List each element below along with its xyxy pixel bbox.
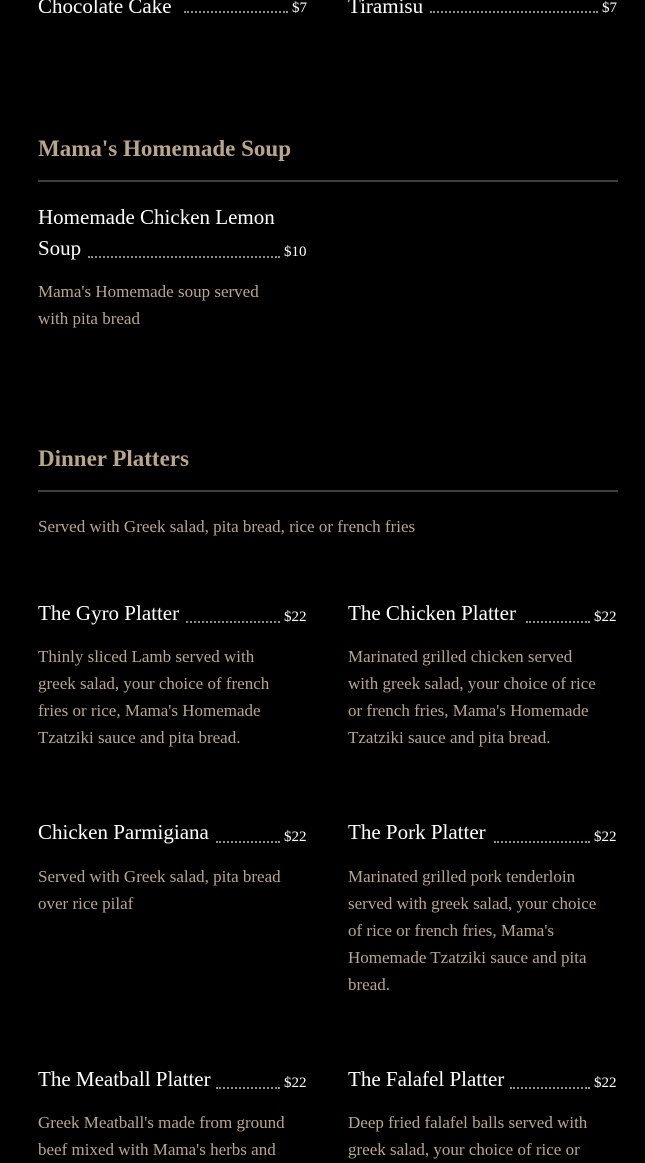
item-price: $22 <box>594 609 617 625</box>
item-name-line2: Soup <box>38 236 82 260</box>
section-divider <box>38 490 618 492</box>
item-description-line: fries or rice, Mama's Homemade <box>38 701 261 720</box>
item-name-line1: Homemade Chicken Lemon <box>38 205 275 229</box>
dot-leader <box>186 621 280 623</box>
item-description-line: with greek salad, your choice of rice <box>348 674 596 693</box>
item-name: The Gyro Platter <box>38 601 180 625</box>
item-description-line: Tzatziki sauce and pita bread. <box>38 728 241 747</box>
item-price: $22 <box>284 829 307 845</box>
section-title-platters: Dinner Platters <box>38 446 189 471</box>
item-price: $22 <box>594 829 617 845</box>
item-description-line: greek salad, your choice of french <box>38 674 270 693</box>
item-name: Tiramisu <box>348 0 424 18</box>
item-description-line: beef mixed with Mama's herbs and <box>38 1140 276 1159</box>
dot-leader <box>494 841 590 843</box>
item-description-line: Greek Meatball's made from ground <box>38 1113 285 1132</box>
item-description-line: greek salad, your choice of rice or <box>348 1140 580 1159</box>
item-name: The Chicken Platter <box>348 601 516 625</box>
dot-leader <box>526 621 590 623</box>
item-name: Chocolate Cake <box>38 0 172 18</box>
item-description-line: Deep fried falafel balls served with <box>348 1113 588 1132</box>
item-description-line2: with pita bread <box>38 309 140 328</box>
dot-leader <box>216 1087 280 1089</box>
section-divider <box>38 180 618 182</box>
item-description-line: Served with Greek salad, pita bread <box>38 867 281 886</box>
dot-leader <box>184 11 288 13</box>
item-description-line: Tzatziki sauce and pita bread. <box>348 728 551 747</box>
dot-leader <box>88 256 280 258</box>
item-name: The Pork Platter <box>348 820 486 844</box>
item-description-line: Homemade Tzatziki sauce and pita <box>348 948 587 967</box>
dot-leader <box>510 1087 590 1089</box>
item-price: $7 <box>602 0 617 16</box>
item-description-line: served with greek salad, your choice <box>348 894 597 913</box>
item-description-line: Marinated grilled pork tenderloin <box>348 867 576 886</box>
item-name: The Falafel Platter <box>348 1067 505 1091</box>
section-subtitle: Served with Greek salad, pita bread, rice or french fries <box>38 517 416 536</box>
item-price: $22 <box>284 1075 307 1091</box>
item-description-line: over rice pilaf <box>38 894 134 913</box>
dot-leader <box>216 841 280 843</box>
item-description-line1: Mama's Homemade soup served <box>38 282 259 301</box>
item-description-line: of rice or french fries, Mama's <box>348 921 555 940</box>
item-description-line: Thinly sliced Lamb served with <box>38 647 255 666</box>
item-description-line: Marinated grilled chicken served <box>348 647 573 666</box>
dot-leader <box>430 11 598 13</box>
item-name: Chicken Parmigiana <box>38 820 209 844</box>
item-name: The Meatball Platter <box>38 1067 211 1091</box>
item-price: $22 <box>594 1075 617 1091</box>
item-price: $7 <box>292 0 307 16</box>
item-price: $10 <box>284 244 307 260</box>
item-description-line: or french fries, Mama's Homemade <box>348 701 589 720</box>
item-description-line: bread. <box>348 975 391 994</box>
item-price: $22 <box>284 609 307 625</box>
section-title-soup: Mama's Homemade Soup <box>38 136 291 161</box>
